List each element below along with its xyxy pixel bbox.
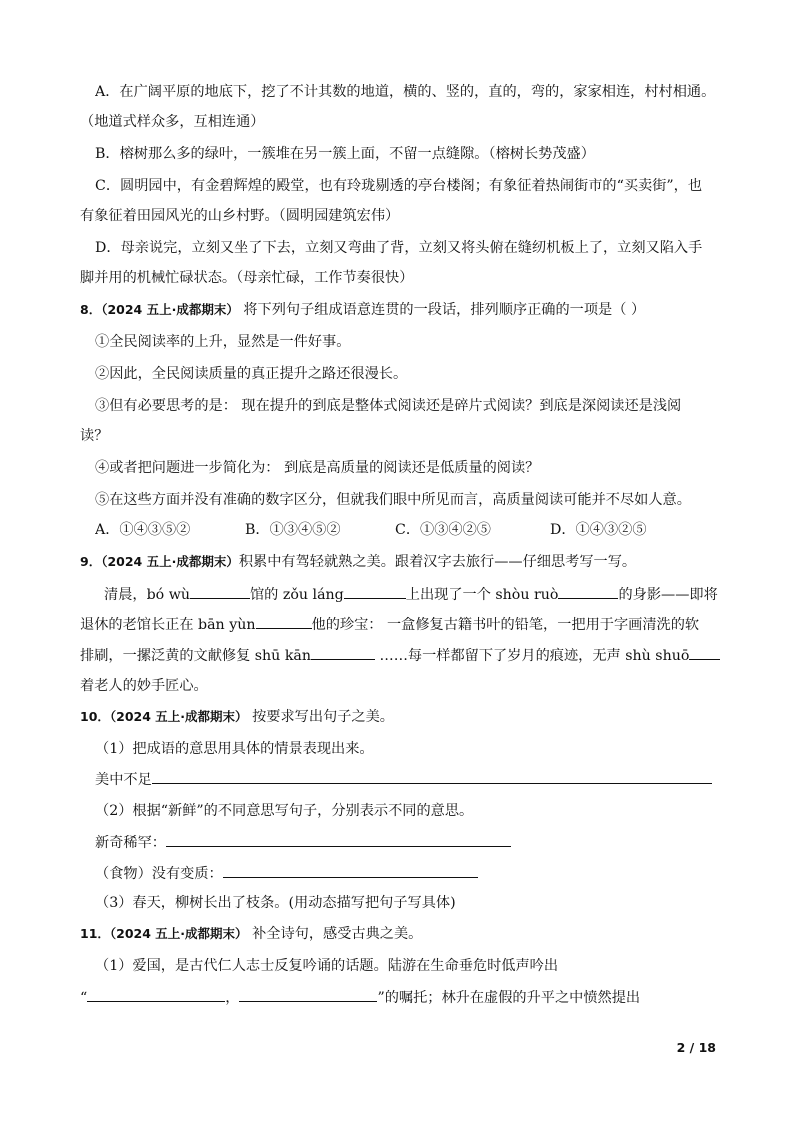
question-source: （2024 五上·成都期末）: [101, 302, 239, 317]
choice-d[interactable]: D．①④③②⑤: [550, 522, 647, 538]
option-c-line2: 有象征着田园风光的山乡村野。（圆明园建筑宏伟）: [80, 208, 400, 224]
question-source: （2024 五上·成都期末）: [101, 554, 239, 569]
quote-mark: “: [80, 990, 88, 1006]
question-number: 8．: [80, 302, 102, 317]
prompt-label: 新奇稀罕：: [95, 835, 166, 851]
text-segment: 他的珍宝： 一盒修复古籍书叶的铅笔，一把用于字画清洗的软: [311, 617, 700, 633]
choice-c[interactable]: C．①③④②⑤: [395, 522, 491, 538]
question-10-part2-answer-a: [95, 832, 720, 853]
option-a-line2: （地道式样众多，互相连通）: [80, 114, 265, 130]
option-c-line1: C．圆明园中，有金碧辉煌的殿堂，也有玲珑剔透的亭台楼阁；有象征着热闹街市的“买卖街”，也: [95, 178, 703, 194]
question-9-line3: [80, 645, 720, 666]
question-source: （2024 五上·成都期末）: [109, 926, 248, 941]
question-11-part1-answer: [80, 987, 720, 1008]
text-segment: 上出现了一个 shòu ruò: [405, 587, 559, 603]
sentence-3-line1: ③但有必要思考的是： 现在提升的到底是整体式阅读还是碎片式阅读？到底是深阅读还是浅阅: [95, 398, 682, 414]
question-10-part2: （2）根据“新鲜”的不同意思写句子，分别表示不同的意思。: [95, 803, 474, 819]
text-segment: 清晨，bó wù: [104, 587, 190, 603]
question-11-stem: [80, 924, 720, 944]
question-8-choices: [95, 520, 720, 540]
sentence-5: ⑤在这些方面并没有准确的数字区分，但就我们眼中所见而言，高质量阅读可能并不尽如人意。: [95, 492, 691, 508]
text-segment: 退休的老馆长正在 bān yùn: [80, 617, 256, 633]
answer-blank[interactable]: [558, 584, 618, 599]
text-segment: ……每一样都留下了岁月的痕迹，无声 shù shuō: [375, 648, 690, 664]
answer-blank[interactable]: [239, 987, 377, 1002]
page-number: 2 / 18: [676, 1040, 716, 1055]
answer-blank[interactable]: [311, 645, 375, 660]
question-10-part1-answer: [95, 769, 720, 790]
question-9-stem: [80, 552, 720, 572]
question-number: 9．: [80, 554, 102, 569]
question-source: （2024 五上·成都期末）: [109, 709, 248, 724]
text-segment: 的身影——即将: [618, 587, 718, 603]
question-text: 将下列句子组成语意连贯的一段话，排列顺序正确的一项是（ ）: [238, 302, 646, 318]
question-9-line1: [104, 584, 720, 605]
answer-blank[interactable]: [344, 584, 406, 599]
question-11-part1: （1）爱国，是古代仁人志士反复吟诵的话题。陆游在生命垂危时低声吟出: [95, 958, 559, 974]
option-d-line1: D．母亲说完，立刻又坐了下去，立刻又弯曲了背，立刻又将头俯在缝纫机板上了，立刻又陷入手: [95, 240, 703, 256]
question-text: 按要求写出句子之美。: [247, 709, 394, 725]
option-d-line2: 脚并用的机械忙碌状态。（母亲忙碌，工作节奏很快）: [80, 270, 414, 286]
question-9-line2: [80, 614, 720, 635]
question-number: 10．: [80, 709, 110, 724]
answer-blank[interactable]: [190, 584, 250, 599]
text-segment: 馆的 zǒu láng: [249, 587, 344, 603]
question-8-stem: [80, 300, 720, 320]
answer-blank[interactable]: [152, 769, 712, 784]
question-text: 积累中有驾轻就熟之美。跟着汉字去旅行——仔细思考写一写。: [238, 554, 637, 570]
question-10-part3: （3）春天，柳树长出了枝条。(用动态描写把句子写具体): [95, 895, 456, 911]
question-number: 11．: [80, 926, 110, 941]
question-10-stem: [80, 707, 720, 727]
option-a-line1: A．在广阔平原的地底下，挖了不计其数的地道，横的、竖的，直的，弯的，家家相连，村村相通。: [95, 84, 716, 100]
prompt-label: 美中不足: [95, 772, 152, 788]
answer-blank[interactable]: [87, 987, 225, 1002]
question-text: 补全诗句，感受古典之美。: [247, 926, 423, 942]
sentence-1: ①全民阅读率的上升，显然是一件好事。: [95, 334, 351, 350]
question-9-line4: 着老人的妙手匠心。: [80, 678, 208, 694]
sentence-3-line2: 读？: [80, 428, 109, 444]
sentence-4: ④或者把问题进一步简化为： 到底是高质量的阅读还是低质量的阅读？: [95, 460, 540, 476]
choice-a[interactable]: A．①④③⑤②: [95, 522, 191, 538]
question-10-part2-answer-b: [95, 863, 720, 884]
sentence-2: ②因此，全民阅读质量的真正提升之路还很漫长。: [95, 366, 408, 382]
option-b: B．榕树那么多的绿叶，一簇堆在另一簇上面，不留一点缝隙。（榕树长势茂盛）: [95, 146, 595, 162]
answer-blank[interactable]: [256, 614, 312, 629]
choice-b[interactable]: B．①③④⑤②: [245, 522, 341, 538]
text-segment: 排刷，一摞泛黄的文献修复 shū kān: [80, 648, 312, 664]
question-10-part1: （1）把成语的意思用具体的情景表现出来。: [95, 741, 374, 757]
comma: ，: [225, 990, 240, 1006]
prompt-label: （食物）没有变质：: [95, 866, 223, 882]
answer-blank[interactable]: [689, 645, 720, 660]
text-segment: ”的嘱托；林升在虚假的升平之中愤然提出: [377, 990, 641, 1006]
answer-blank[interactable]: [223, 863, 478, 878]
answer-blank[interactable]: [166, 832, 511, 847]
